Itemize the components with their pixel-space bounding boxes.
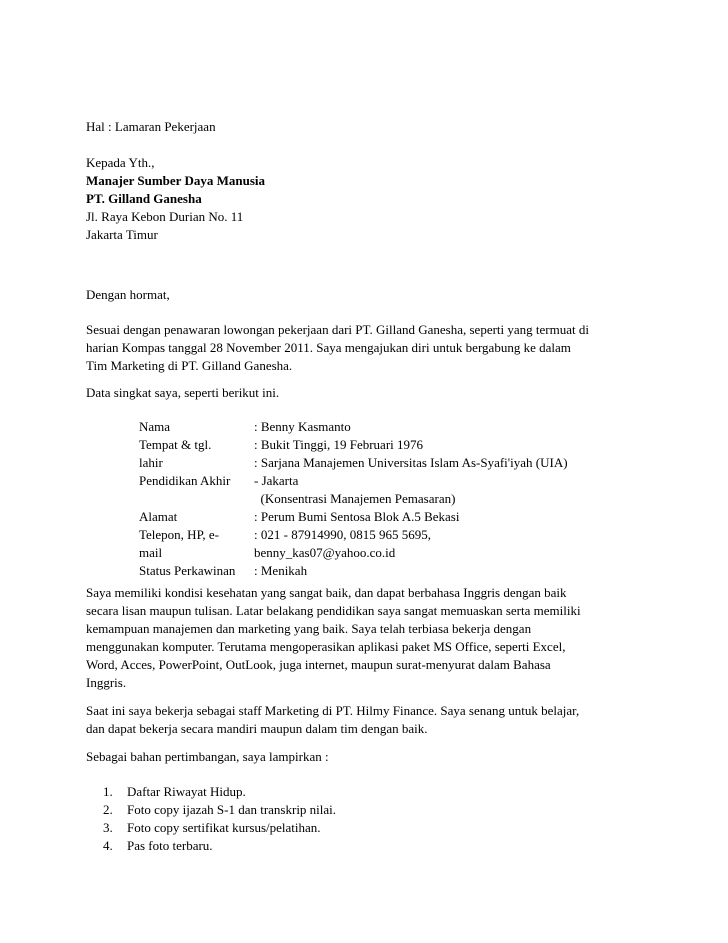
personal-data-value: : Benny Kasmanto (254, 419, 351, 434)
intro-line: Sesuai dengan penawaran lowongan pekerjaan dari PT. Gilland Ganesha, seperti yang termuat di (86, 322, 589, 337)
list-item-number: 3. (103, 820, 113, 835)
personal-data-label: Alamat (139, 509, 178, 524)
data-intro-text: Data singkat saya, seperti berikut ini. (86, 385, 280, 400)
personal-data-label: Nama (139, 419, 171, 434)
personal-data-value: : Perum Bumi Sentosa Blok A.5 Bekasi (254, 509, 460, 524)
personal-data-label: Pendidikan Akhir (139, 473, 231, 488)
skills-line: secara lisan maupun tulisan. Latar belakang pendidikan saya sangat memuaskan serta memiliki (86, 603, 581, 618)
recipient-company: PT. Gilland Ganesha (86, 191, 202, 206)
current-job-line: Saat ini saya bekerja sebagai staff Marketing di PT. Hilmy Finance. Saya senang untuk belajar, (86, 703, 580, 718)
skills-line: kemampuan manajemen dan marketing yang baik. Saya telah terbiasa bekerja dengan (86, 621, 532, 636)
intro-line: Tim Marketing di PT. Gilland Ganesha. (86, 358, 293, 373)
skills-line: Inggris. (86, 675, 127, 690)
intro-paragraph (86, 321, 589, 375)
skills-line: Word, Acces, PowerPoint, OutLook, juga internet, maupun surat-menyurat dalam Bahasa (86, 657, 551, 672)
skills-line: Saya memiliki kondisi kesehatan yang sangat baik, dan dapat berbahasa Inggris dengan baik (86, 585, 567, 600)
list-item-number: 2. (103, 802, 113, 817)
personal-data-label: Tempat & tgl. (139, 437, 212, 452)
salutation (86, 286, 170, 304)
personal-data-value: - Jakarta (254, 473, 299, 488)
list-item-text: Daftar Riwayat Hidup. (127, 784, 246, 799)
current-job-line: dan dapat bekerja secara mandiri maupun dalam tim dengan baik. (86, 721, 428, 736)
personal-data-value: : Bukit Tinggi, 19 Februari 1976 (254, 437, 424, 452)
list-item-number: 4. (103, 838, 113, 853)
current-job-paragraph (86, 702, 579, 738)
skills-paragraph (86, 584, 581, 692)
recipient-position: Manajer Sumber Daya Manusia (86, 173, 265, 188)
list-item-text: Pas foto terbaru. (127, 838, 213, 853)
data-intro (86, 384, 279, 402)
subject-line (86, 118, 216, 136)
list-item-text: Foto copy ijazah S-1 dan transkrip nilai. (127, 802, 337, 817)
personal-data-label: mail (139, 545, 163, 560)
salutation-text: Dengan hormat, (86, 287, 170, 302)
recipient-block (86, 154, 265, 244)
recipient-greeting: Kepada Yth., (86, 155, 155, 170)
personal-data-value: (Konsentrasi Manajemen Pemasaran) (254, 491, 456, 506)
attachments-intro-text: Sebagai bahan pertimbangan, saya lampirkan : (86, 749, 329, 764)
personal-data-value: : 021 - 87914990, 0815 965 5695, (254, 527, 431, 542)
recipient-street: Jl. Raya Kebon Durian No. 11 (86, 209, 244, 224)
skills-line: menggunakan komputer. Terutama mengoperasikan aplikasi paket MS Office, seperti Excel, (86, 639, 566, 654)
list-item-number: 1. (103, 784, 113, 799)
subject-text: Hal : Lamaran Pekerjaan (86, 119, 216, 134)
personal-data-value: : Menikah (254, 563, 308, 578)
personal-data-value: : Sarjana Manajemen Universitas Islam As-Syafi'iyah (UIA) (254, 455, 568, 470)
intro-line: harian Kompas tanggal 28 November 2011. Saya mengajukan diri untuk bergabung ke dalam (86, 340, 571, 355)
list-item-text: Foto copy sertifikat kursus/pelatihan. (127, 820, 321, 835)
attachments-intro (86, 748, 329, 766)
personal-data-label: Telepon, HP, e- (139, 527, 219, 542)
personal-data-label: Status Perkawinan (139, 563, 236, 578)
personal-data-label: lahir (139, 455, 163, 470)
recipient-city: Jakarta Timur (86, 227, 158, 242)
personal-data-value: benny_kas07@yahoo.co.id (254, 545, 396, 560)
